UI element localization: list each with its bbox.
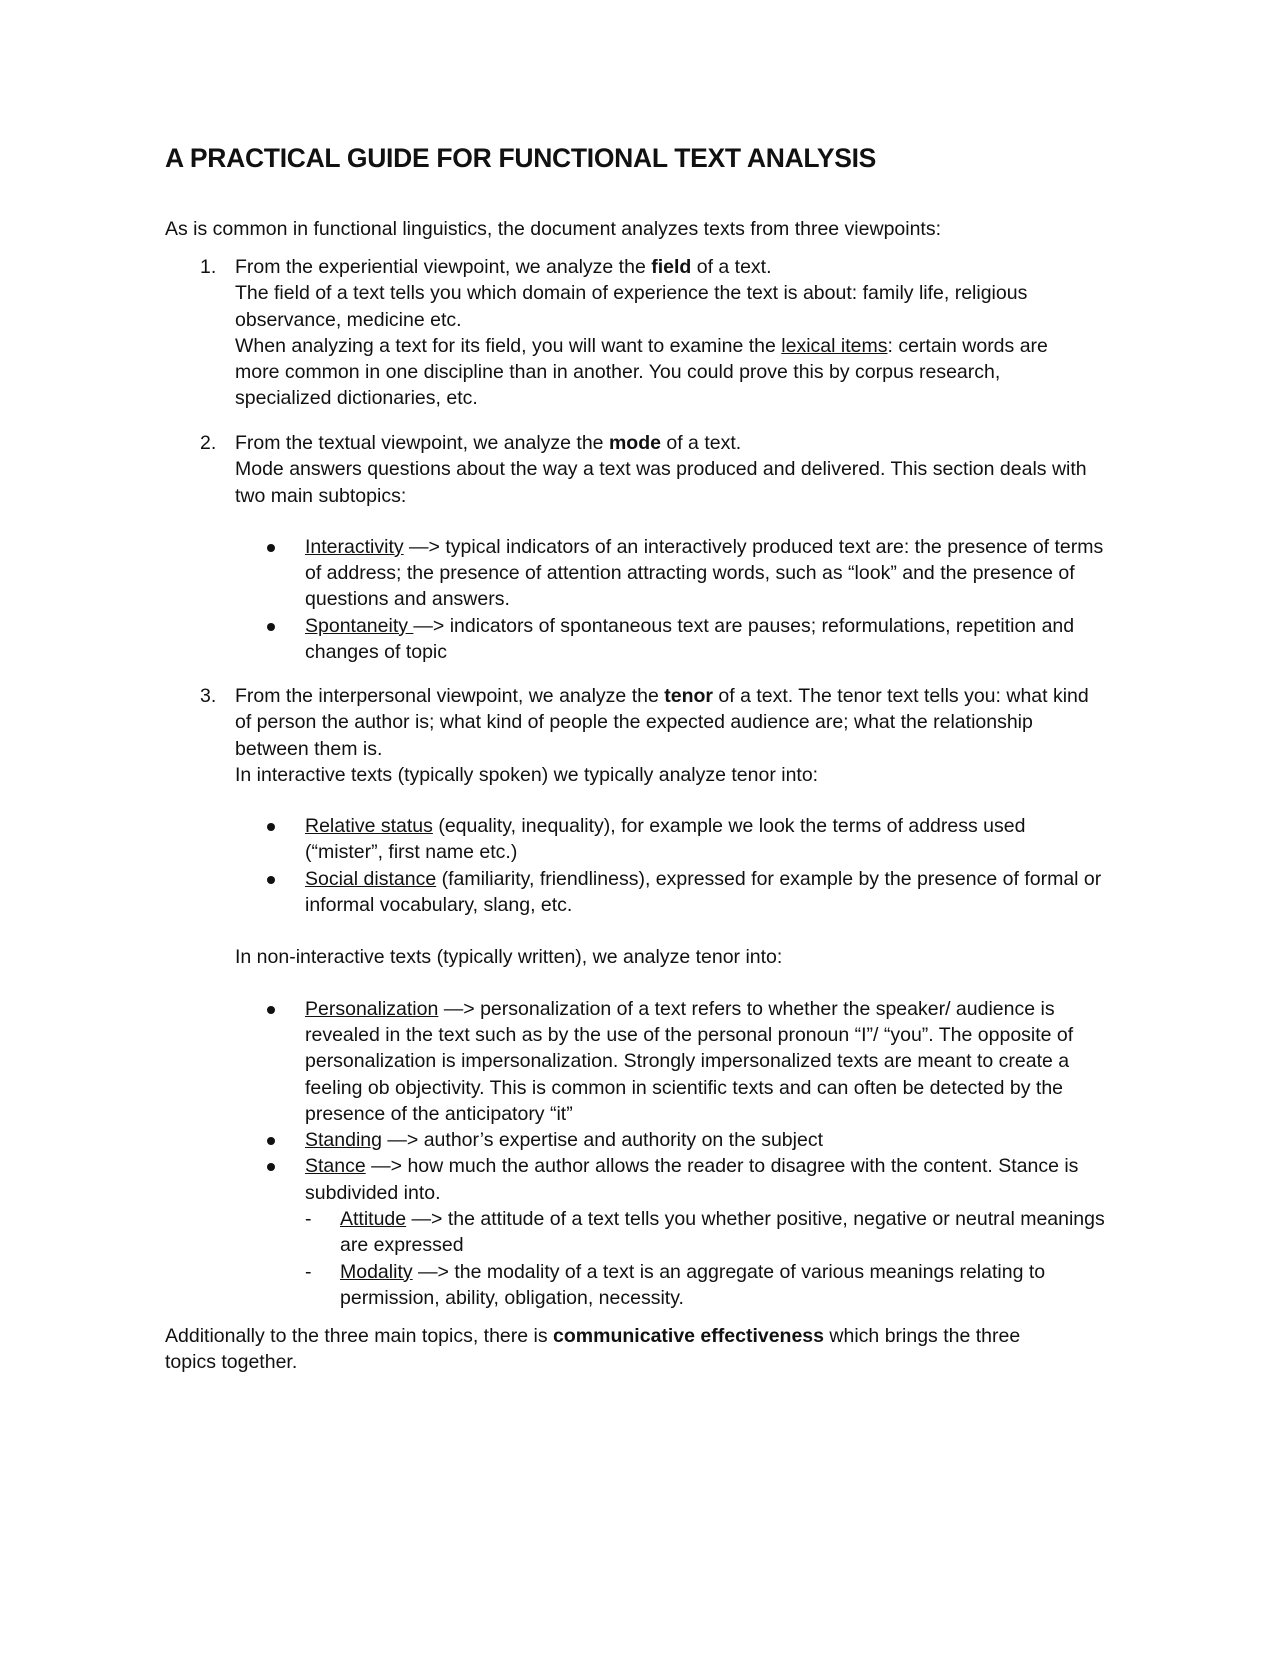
- list-number: 3.: [200, 685, 217, 707]
- list-item: Interactivity —> typical indicators of an interactively produced text are: the presence of terms of address; the presence of attention attracting words, such as “look” and the presence of questions and answers.: [235, 534, 1105, 613]
- section-lead: From the experiential viewpoint, we analyze the field of a text.: [235, 256, 772, 278]
- bullet-icon: [267, 544, 275, 552]
- section-paragraph: In non-interactive texts (typically written), we analyze tenor into:: [235, 946, 783, 969]
- bullet-icon: [267, 1137, 275, 1145]
- dash-marker: -: [305, 1260, 312, 1283]
- bullet-icon: [267, 1163, 275, 1171]
- bullet-icon: [267, 623, 275, 631]
- section-paragraph: The field of a text tells you which domain of experience the text is about: family life, religious observance, medicine etc.: [235, 282, 1028, 331]
- list-item: Standing —> author’s expertise and authority on the subject: [235, 1127, 1105, 1153]
- page-title: A PRACTICAL GUIDE FOR FUNCTIONAL TEXT ANALYSIS: [165, 143, 877, 173]
- closing-paragraph: Additionally to the three main topics, there is communicative effectiveness which brings the three topics together.: [165, 1325, 1021, 1374]
- list-item: - Attitude —> the attitude of a text tells you whether positive, negative or neutral meanings are expressed: [305, 1208, 1105, 1257]
- bullet-icon: [267, 823, 275, 831]
- section-lead: From the interpersonal viewpoint, we analyze the tenor of a text. The tenor text tells you: what kind of person the author is; what kind of people the expected audience are; what the relationship between them is.: [235, 685, 1089, 760]
- bullet-list: [235, 534, 1105, 665]
- list-item: Social distance (familiarity, friendliness), expressed for example by the presence of formal or informal vocabulary, slang, etc.: [235, 866, 1105, 919]
- bullet-list: [235, 813, 1105, 918]
- section-paragraph: When analyzing a text for its field, you will want to examine the lexical items: certain words are more common in one discipline than in another. You could prove this by corpus research, specialized dictionaries, etc.: [235, 334, 1048, 410]
- bullet-icon: [267, 1006, 275, 1014]
- section-lead: From the textual viewpoint, we analyze the mode of a text.: [235, 432, 742, 454]
- list-number: 2.: [200, 432, 217, 454]
- list-item: Spontaneity —> indicators of spontaneous text are pauses; reformulations, repetition and changes of topic: [235, 613, 1105, 666]
- list-item: Relative status (equality, inequality), for example we look the terms of address used (“mister”, first name etc.): [235, 813, 1105, 866]
- list-item: Stance —> how much the author allows the reader to disagree with the content. Stance is subdivided into. - Attitude —> the attitude of a text tells you whether positive, negative or neutral meanings are expressed - Modality —> the modality of a text is an aggregate of various meanings relating to permission, ability, obligation, necessity.: [235, 1153, 1105, 1311]
- bullet-icon: [267, 876, 275, 884]
- dash-list: [305, 1206, 1105, 1311]
- list-number: 1.: [200, 256, 217, 278]
- dash-marker: -: [305, 1208, 312, 1231]
- bullet-list: [235, 996, 1105, 1312]
- list-item: - Modality —> the modality of a text is an aggregate of various meanings relating to permission, ability, obligation, necessity.: [305, 1260, 1046, 1309]
- intro-paragraph: As is common in functional linguistics, the document analyzes texts from three viewpoints:: [165, 218, 942, 240]
- section-paragraph: Mode answers questions about the way a text was produced and delivered. This section deals with two main subtopics:: [235, 458, 1087, 507]
- list-item: Personalization —> personalization of a text refers to whether the speaker/ audience is revealed in the text such as by the use of the personal pronoun “I”/ “you”. The opposite of personalization is impersonalization. Strongly impersonalized texts are meant to create a feeling ob objectivity. This is common in scientific texts and can often be detected by the presence of the anticipatory “it”: [235, 996, 1105, 1127]
- section-paragraph: In interactive texts (typically spoken) we typically analyze tenor into:: [235, 763, 819, 786]
